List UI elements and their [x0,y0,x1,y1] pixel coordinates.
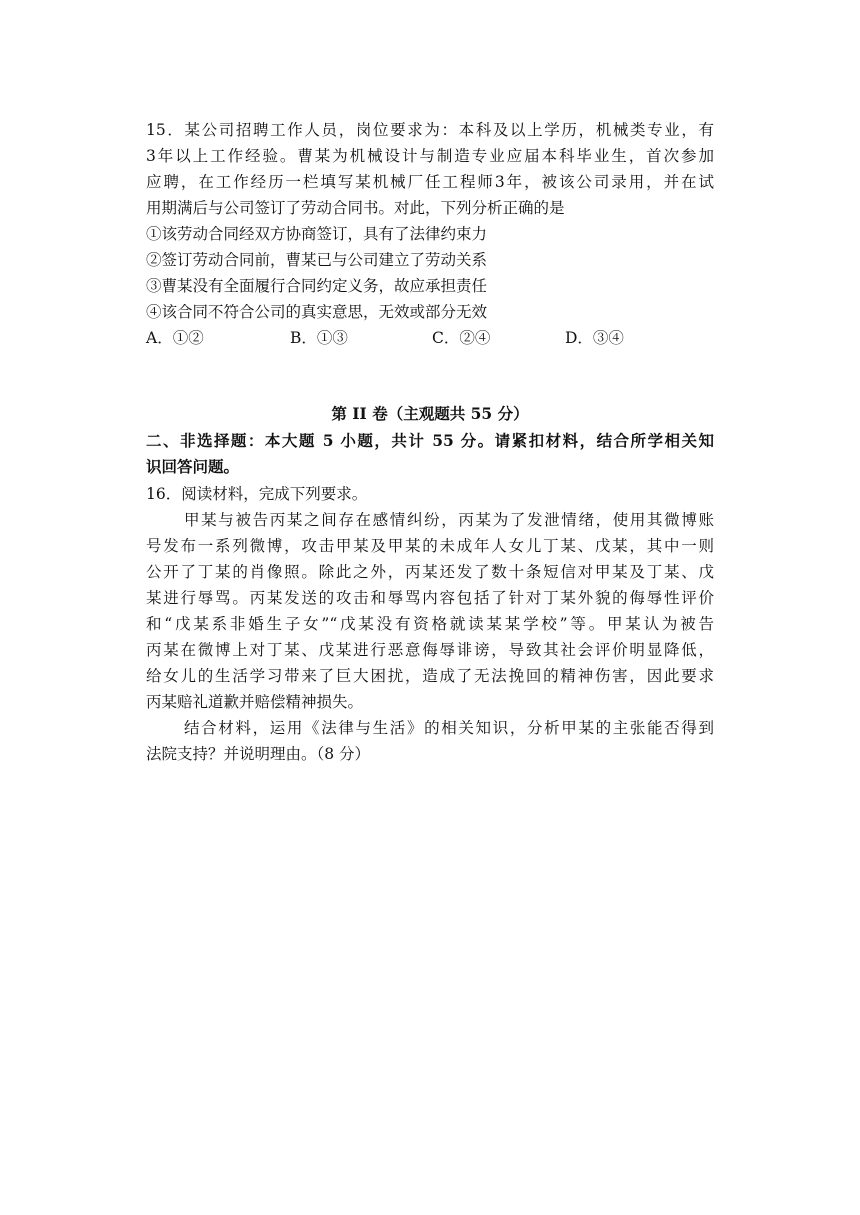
q16-question-line-2: 法院支持？并说明理由。（8 分） [146,745,371,763]
part2-instruction-line-2: 识回答问题。 [146,457,240,476]
q16-material-line-4: 某进行辱骂。丙某发送的攻击和辱骂内容包括了针对丁某外貌的侮辱性评价 [146,589,714,607]
q15-stem-line-3: 应聘，在工作经历一栏填写某机械厂任工程师3年，被该公司录用，并在试 [146,173,714,191]
q15-stem-line-4: 用期满后与公司签订了劳动合同书。对此，下列分析正确的是 [146,199,565,217]
q16-material-line-7: 给女儿的生活学习带来了巨大困扰，造成了无法挽回的精神伤害，因此要求 [146,667,714,685]
q16-material-line-1: 甲某与被告丙某之间存在感情纠纷，丙某为了发泄情绪，使用其微博账 [184,511,714,529]
q16-material-line-6: 丙某在微博上对丁某、戊某进行恶意侮辱诽谤，导致其社会评价明显降低， [146,641,714,659]
q15-option-d: D．③④ [565,329,624,347]
q16-material-line-2: 号发布一系列微博，攻击甲某及甲某的未成年人女儿丁某、戊某，其中一则 [146,537,714,555]
q15-statement-3: ③曹某没有全面履行合同约定义务，故应承担责任 [146,277,488,295]
q16-intro: 16．阅读材料，完成下列要求。 [146,485,368,503]
part2-heading: 第 II 卷（主观题共 55 分） [331,404,529,423]
q15-statement-2: ②签订劳动合同前，曹某已与公司建立了劳动关系 [146,251,488,269]
q15-option-b: B．①③ [290,329,348,347]
q16-material-line-8: 丙某赔礼道歉并赔偿精神损失。 [146,693,364,711]
q16-material-line-3: 公开了丁某的肖像照。除此之外，丙某还发了数十条短信对甲某及丁某、戊 [146,563,714,581]
part2-instruction-line-1: 二、非选择题：本大题 5 小题，共计 55 分。请紧扣材料，结合所学相关知 [146,431,714,450]
q15-option-c: C．②④ [432,329,491,347]
q16-material-line-5: 和“戊某系非婚生子女”“戊某没有资格就读某某学校”等。甲某认为被告 [146,615,714,633]
q16-question-line-1: 结合材料，运用《法律与生活》的相关知识，分析甲某的主张能否得到 [184,719,714,737]
q15-stem-line-1: 15．某公司招聘工作人员，岗位要求为：本科及以上学历，机械类专业，有 [146,121,714,139]
q15-statement-4: ④该合同不符合公司的真实意思，无效或部分无效 [146,303,488,321]
q15-option-a: A．①② [146,329,204,347]
q15-statement-1: ①该劳动合同经双方协商签订，具有了法律约束力 [146,225,488,243]
q15-stem-line-2: 3年以上工作经验。曹某为机械设计与制造专业应届本科毕业生，首次参加 [146,147,714,165]
